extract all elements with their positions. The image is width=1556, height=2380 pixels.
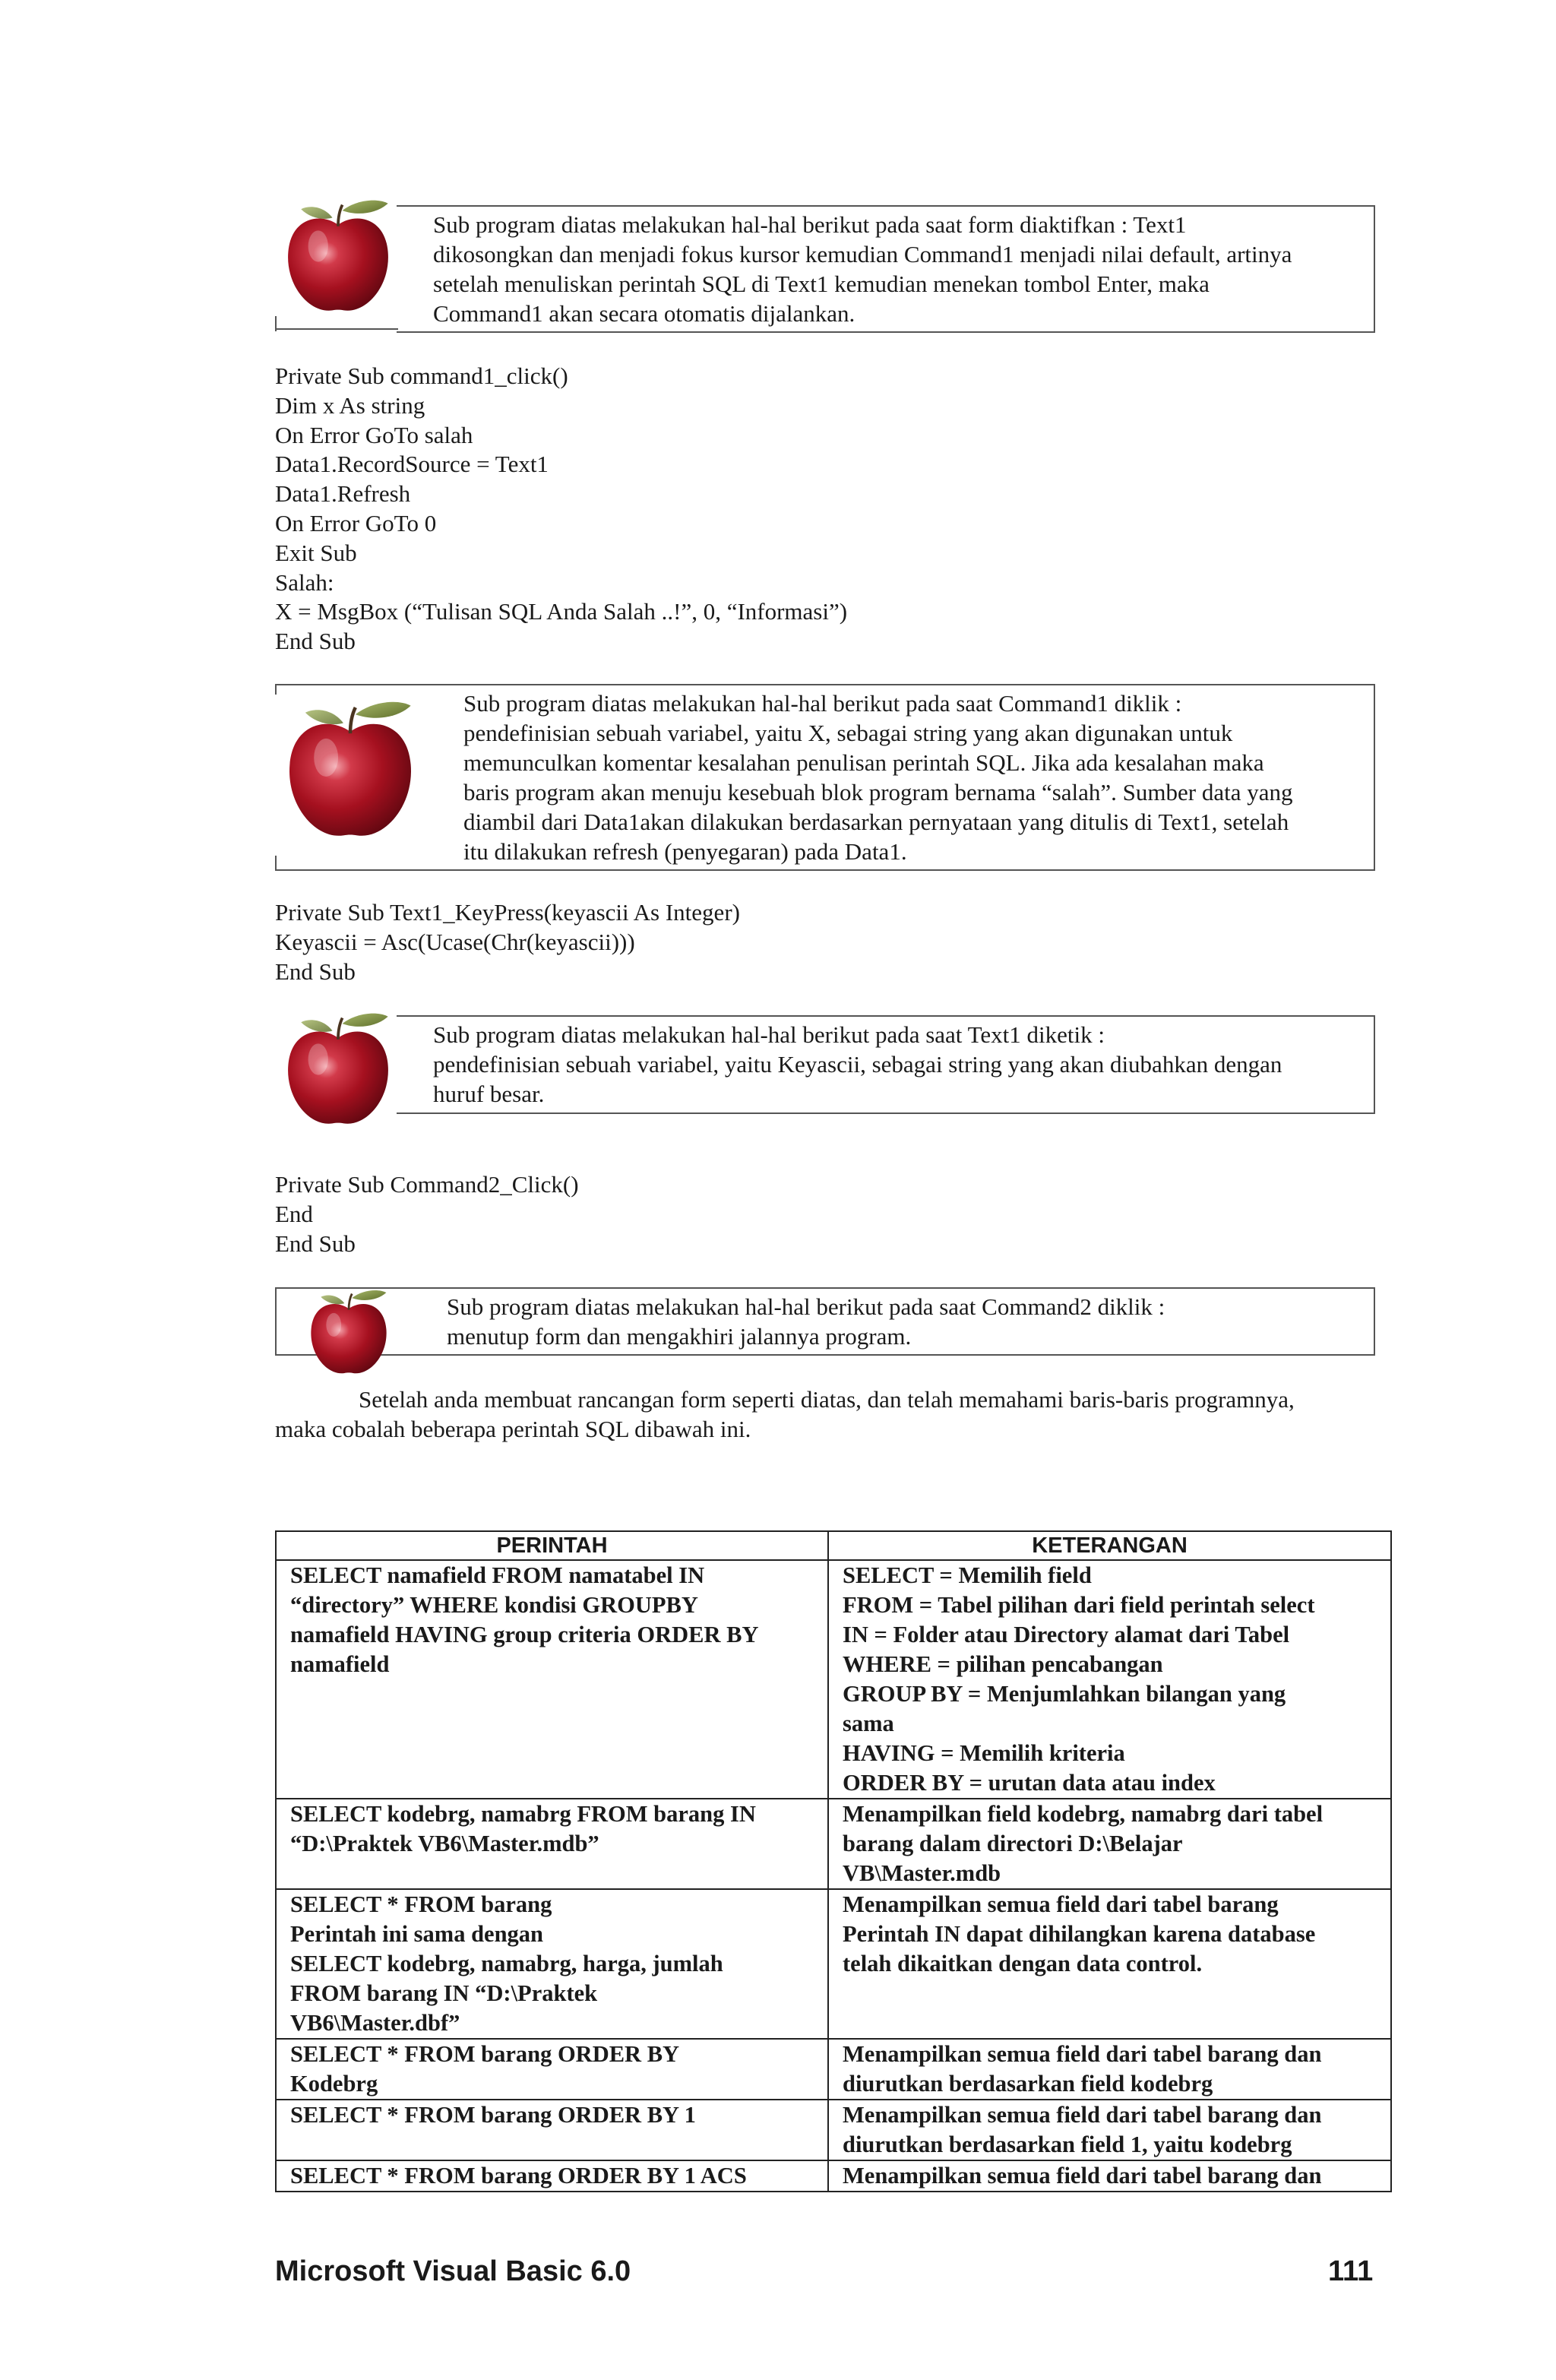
note-frame-tick (275, 1287, 277, 1354)
code-line: End Sub (275, 1230, 356, 1257)
note-line: pendefinisian sebuah variabel, yaitu X, sebagai string yang akan digunakan untuk (463, 720, 1233, 746)
cell-line: WHERE = pilihan pencabangan (843, 1651, 1163, 1677)
note-line: memunculkan komentar kesalahan penulisan perintah SQL. Jika ada kesalahan maka (463, 749, 1264, 776)
cell-perintah (276, 1560, 828, 1799)
cell-line: IN = Folder atau Directory alamat dari Tabel (843, 1622, 1290, 1647)
cell-line: FROM barang IN “D:\Praktek (290, 1980, 598, 2006)
cell-keterangan (828, 2160, 1391, 2192)
code-block (275, 1170, 579, 1258)
note-text (433, 210, 1374, 328)
note-line: pendefinisian sebuah variabel, yaitu Keyascii, sebagai string yang akan diubahkan dengan (433, 1051, 1282, 1078)
cell-line: diurutkan berdasarkan field 1, yaitu kodebrg (843, 2132, 1292, 2157)
cell-keterangan (828, 2100, 1391, 2160)
cell-line: Menampilkan field kodebrg, namabrg dari tabel (843, 1801, 1324, 1827)
table-row (276, 1799, 1391, 1889)
note-lead-line: Sub program diatas melakukan hal-hal berikut pada saat Command2 diklik : (447, 1293, 1165, 1320)
cell-line: Menampilkan semua field dari tabel barang dan (843, 2102, 1322, 2128)
note-frame-tick (275, 684, 277, 695)
red-apple-icon (292, 1287, 406, 1378)
note-line: Command1 akan secara otomatis dijalankan. (433, 300, 855, 327)
table-header-row (276, 1531, 1391, 1560)
cell-line: VB6\Master.dbf” (290, 2010, 460, 2036)
code-line: End Sub (275, 628, 356, 655)
code-line: Keyascii = Asc(Ucase(Chr(keyascii))) (275, 928, 635, 955)
cell-line: Menampilkan semua field dari tabel barang dan (843, 2163, 1322, 2189)
code-line: Private Sub command1_click() (275, 362, 568, 389)
code-line: Dim x As string (275, 391, 425, 419)
cell-line: SELECT * FROM barang (290, 1891, 552, 1917)
code-line: Data1.RecordSource = Text1 (275, 451, 549, 478)
paragraph-lead: Setelah anda membuat rancangan form seperti diatas, dan telah memahami baris-baris programnya, (359, 1386, 1295, 1413)
note-text (463, 688, 1374, 866)
cell-line: Menampilkan semua field dari tabel barang dan (843, 2041, 1322, 2067)
cell-line: namafield HAVING group criteria ORDER BY (290, 1622, 759, 1647)
red-apple-icon (281, 196, 395, 318)
cell-perintah (276, 2039, 828, 2100)
footer-title: Microsoft Visual Basic 6.0 (275, 2255, 631, 2287)
sql-command-table (275, 1530, 1392, 2192)
cell-perintah (276, 2100, 828, 2160)
red-apple-icon (281, 696, 419, 845)
cell-line: SELECT kodebrg, namabrg, harga, jumlah (290, 1951, 723, 1976)
table-row (276, 2100, 1391, 2160)
cell-perintah (276, 1799, 828, 1889)
note-line: menutup form dan mengakhiri jalannya program. (447, 1323, 912, 1350)
code-line: On Error GoTo 0 (275, 509, 437, 536)
cell-line: Perintah IN dapat dihilangkan karena database (843, 1921, 1316, 1947)
note-frame-tick (275, 856, 277, 869)
cell-line: ORDER BY = urutan data atau index (843, 1770, 1216, 1796)
code-line: End (275, 1200, 313, 1227)
column-header-perintah: PERINTAH (276, 1531, 828, 1560)
cell-line: “directory” WHERE kondisi GROUPBY (290, 1592, 698, 1618)
note-lead-line: Sub program diatas melakukan hal-hal berikut pada saat Command1 diklik : (463, 690, 1182, 717)
page-number: 111 (1328, 2255, 1374, 2287)
cell-keterangan (828, 1799, 1391, 1889)
cell-line: sama (843, 1711, 894, 1736)
table-row (276, 1889, 1391, 2039)
cell-line: Perintah ini sama dengan (290, 1921, 543, 1947)
code-line: On Error GoTo salah (275, 421, 473, 448)
cell-line: Kodebrg (290, 2071, 378, 2097)
table-row (276, 2039, 1391, 2100)
code-line: Data1.Refresh (275, 480, 411, 508)
note-lead-line: Sub program diatas melakukan hal-hal berikut pada saat Text1 diketik : (433, 1021, 1105, 1048)
column-header-keterangan: KETERANGAN (828, 1531, 1391, 1560)
closing-paragraph (275, 1385, 1375, 1444)
code-line: Private Sub Command2_Click() (275, 1171, 579, 1198)
cell-line: GROUP BY = Menjumlahkan bilangan yang (843, 1681, 1286, 1707)
note-line: itu dilakukan refresh (penyegaran) pada Data1. (463, 838, 907, 865)
note-box (275, 1015, 1375, 1114)
table-row (276, 1560, 1391, 1799)
code-block (275, 362, 847, 657)
code-line: Private Sub Text1_KeyPress(keyascii As Integer) (275, 899, 740, 926)
note-lead-line: Sub program diatas melakukan hal-hal berikut pada saat form diaktifkan : Text1 (433, 211, 1187, 238)
cell-line: SELECT = Memilih field (843, 1562, 1092, 1588)
note-line: diambil dari Data1akan dilakukan berdasarkan pernyataan yang ditulis di Text1, setelah (463, 809, 1289, 835)
cell-keterangan (828, 2039, 1391, 2100)
cell-line: HAVING = Memilih kriteria (843, 1740, 1125, 1766)
cell-line: SELECT kodebrg, namabrg FROM barang IN (290, 1801, 756, 1827)
cell-line: FROM = Tabel pilihan dari field perintah select (843, 1592, 1315, 1618)
cell-line: SELECT * FROM barang ORDER BY 1 ACS (290, 2163, 747, 2189)
cell-perintah (276, 1889, 828, 2039)
code-line: End Sub (275, 957, 356, 985)
cell-line: VB\Master.mdb (843, 1860, 1001, 1886)
note-line: setelah menuliskan perintah SQL di Text1 kemudian menekan tombol Enter, maka (433, 271, 1210, 297)
cell-line: “D:\Praktek VB6\Master.mdb” (290, 1831, 599, 1856)
cell-line: namafield (290, 1651, 390, 1677)
cell-line: diurutkan berdasarkan field kodebrg (843, 2071, 1213, 2097)
code-block (275, 898, 740, 986)
note-line: dikosongkan dan menjadi fokus kursor kemudian Command1 menjadi nilai default, artinya (433, 241, 1292, 267)
cell-line: SELECT * FROM barang ORDER BY 1 (290, 2102, 696, 2128)
note-text (447, 1292, 1374, 1351)
cell-line: barang dalam directori D:\Belajar (843, 1831, 1183, 1856)
cell-line: Menampilkan semua field dari tabel barang (843, 1891, 1279, 1917)
note-line: huruf besar. (433, 1081, 545, 1107)
note-box (275, 205, 1375, 333)
cell-keterangan (828, 1889, 1391, 2039)
code-line: Exit Sub (275, 539, 357, 566)
paragraph-rest: maka cobalah beberapa perintah SQL dibawah ini. (275, 1416, 751, 1442)
code-line: X = MsgBox (“Tulisan SQL Anda Salah ..!”, 0, “Informasi”) (275, 598, 848, 625)
cell-line: SELECT namafield FROM namatabel IN (290, 1562, 705, 1588)
cell-perintah (276, 2160, 828, 2192)
cell-line: SELECT * FROM barang ORDER BY (290, 2041, 680, 2067)
red-apple-icon (281, 1009, 395, 1131)
note-frame-base (275, 328, 398, 330)
table-row (276, 2160, 1391, 2192)
cell-keterangan (828, 1560, 1391, 1799)
note-line: baris program akan menuju kesebuah blok program bernama “salah”. Sumber data yang (463, 779, 1293, 805)
note-box (275, 1287, 1375, 1356)
note-box (275, 684, 1375, 871)
note-text (433, 1020, 1374, 1109)
cell-line: telah dikaitkan dengan data control. (843, 1951, 1203, 1976)
code-line: Salah: (275, 568, 334, 596)
